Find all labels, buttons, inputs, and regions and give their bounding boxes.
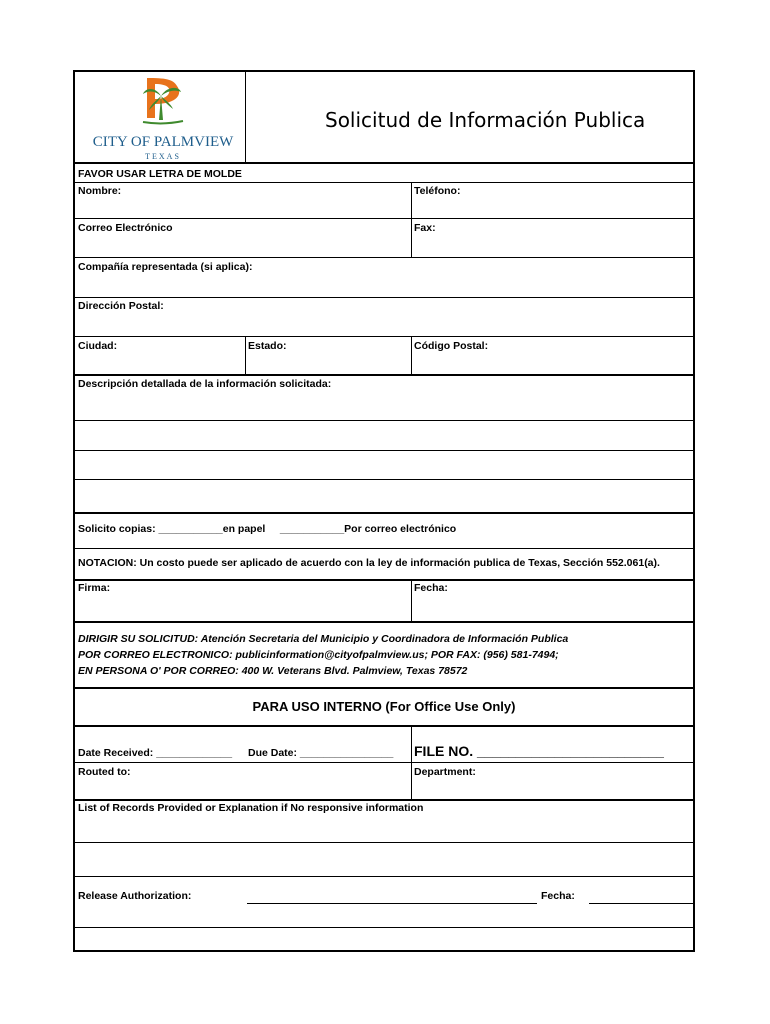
request-form [73,70,695,952]
release-signature-line[interactable] [247,903,537,904]
direction-line-1: DIRIGIR SU SOLICITUD: Atención Secretaria del Municipio y Coordinadora de Información Publica [78,633,569,645]
telefono-field[interactable]: Teléfono: [414,185,461,197]
file-no-field[interactable]: FILE NO. ________________________ [414,743,664,759]
records-field[interactable]: List of Records Provided or Explanation if No responsive information [78,802,424,814]
logo-text: CITY OF PALMVIEW [92,134,234,150]
instructions-label: FAVOR USAR LETRA DE MOLDE [78,168,242,180]
due-date-field[interactable]: Due Date: ________________ [248,747,394,759]
copias-field[interactable]: Solicito copias: ___________en papel ___________Por correo electrónico [78,523,457,535]
codigo-postal-field[interactable]: Código Postal: [414,340,489,352]
department-field[interactable]: Department: [414,766,476,778]
release-fecha-label: Fecha: [541,890,575,902]
city-logo [85,74,245,162]
page-title: Solicitud de Información Publica [325,108,646,132]
fecha-field[interactable]: Fecha: [414,582,448,594]
direction-line-2: POR CORREO ELECTRONICO: publicinformation@cityofpalmview.us; POR FAX: (956) 581-7494; [78,649,559,661]
correo-field[interactable]: Correo Electrónico [78,222,173,234]
nombre-field[interactable]: Nombre: [78,185,122,197]
firma-field[interactable]: Firma: [78,582,111,594]
descripcion-field[interactable]: Descripción detallada de la información solicitada: [78,378,332,390]
release-authorization-label: Release Authorization: [78,890,192,902]
estado-field[interactable]: Estado: [248,340,287,352]
ciudad-field[interactable]: Ciudad: [78,340,118,352]
direction-line-3: EN PERSONA O' POR CORREO: 400 W. Veterans Blvd. Palmview, Texas 78572 [78,665,468,677]
fax-field[interactable]: Fax: [414,222,436,234]
compania-field[interactable]: Compañía representada (si aplica): [78,261,253,273]
routed-to-field[interactable]: Routed to: [78,766,131,778]
office-use-heading: PARA USO INTERNO (For Office Use Only) [252,699,516,714]
direccion-field[interactable]: Dirección Postal: [78,300,164,312]
release-date-line[interactable] [589,903,693,904]
date-received-field[interactable]: Date Received: _____________ [78,747,233,759]
notacion-text: NOTACION: Un costo puede ser aplicado de acuerdo con la ley de información publica de Texas, Sección 552.061(a). [78,557,660,569]
logo-subtext: TEXAS [145,152,181,161]
